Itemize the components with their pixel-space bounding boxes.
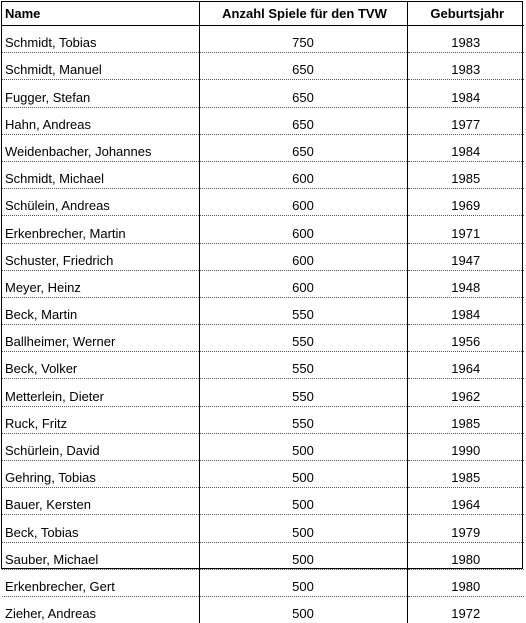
- cell-year: 1984: [407, 134, 524, 161]
- cell-name: Weidenbacher, Johannes: [2, 134, 199, 161]
- cell-games: 550: [199, 325, 407, 352]
- table-row: [2, 297, 524, 324]
- cell-year: 1947: [407, 243, 524, 270]
- cell-name: Schülein, Andreas: [2, 189, 199, 216]
- table-row: [2, 515, 524, 542]
- cell-name: Gehring, Tobias: [2, 461, 199, 488]
- cell-name: Beck, Tobias: [2, 515, 199, 542]
- cell-name: Hahn, Andreas: [2, 107, 199, 134]
- cell-year: 1984: [407, 80, 524, 107]
- cell-year: 1983: [407, 26, 524, 53]
- cell-name: Schmidt, Tobias: [2, 26, 199, 53]
- cell-name: Bauer, Kersten: [2, 488, 199, 515]
- header-name: Name: [2, 2, 199, 26]
- cell-name: Schürlein, David: [2, 433, 199, 460]
- cell-games: 500: [199, 596, 407, 623]
- cell-games: 600: [199, 216, 407, 243]
- cell-year: 1985: [407, 461, 524, 488]
- table-row: [2, 461, 524, 488]
- table-row: [2, 161, 524, 188]
- table-body: [2, 26, 524, 623]
- cell-games: 750: [199, 26, 407, 53]
- cell-name: Schmidt, Manuel: [2, 53, 199, 80]
- cell-games: 550: [199, 379, 407, 406]
- cell-games: 500: [199, 488, 407, 515]
- players-table: [2, 2, 524, 623]
- cell-games: 650: [199, 80, 407, 107]
- cell-games: 600: [199, 243, 407, 270]
- cell-name: Beck, Martin: [2, 297, 199, 324]
- cell-games: 500: [199, 461, 407, 488]
- cell-year: 1980: [407, 542, 524, 569]
- table-row: [2, 80, 524, 107]
- table-row: [2, 189, 524, 216]
- cell-year: 1964: [407, 352, 524, 379]
- table-row: [2, 433, 524, 460]
- cell-games: 550: [199, 297, 407, 324]
- cell-year: 1972: [407, 596, 524, 623]
- table-row: [2, 53, 524, 80]
- cell-games: 500: [199, 515, 407, 542]
- cell-year: 1969: [407, 189, 524, 216]
- table-row: [2, 569, 524, 596]
- cell-name: Zieher, Andreas: [2, 596, 199, 623]
- table-row: [2, 134, 524, 161]
- table-row: [2, 26, 524, 53]
- cell-games: 650: [199, 107, 407, 134]
- table-row: [2, 243, 524, 270]
- cell-games: 500: [199, 433, 407, 460]
- cell-games: 650: [199, 53, 407, 80]
- table-row: [2, 325, 524, 352]
- cell-games: 600: [199, 189, 407, 216]
- cell-name: Metterlein, Dieter: [2, 379, 199, 406]
- table-row: [2, 379, 524, 406]
- cell-year: 1956: [407, 325, 524, 352]
- cell-name: Sauber, Michael: [2, 542, 199, 569]
- cell-year: 1971: [407, 216, 524, 243]
- cell-name: Beck, Volker: [2, 352, 199, 379]
- cell-games: 600: [199, 161, 407, 188]
- header-year: Geburtsjahr: [407, 2, 524, 26]
- cell-year: 1962: [407, 379, 524, 406]
- table-row: [2, 270, 524, 297]
- cell-name: Erkenbrecher, Martin: [2, 216, 199, 243]
- cell-games: 600: [199, 270, 407, 297]
- cell-year: 1980: [407, 569, 524, 596]
- cell-games: 500: [199, 569, 407, 596]
- cell-name: Ballheimer, Werner: [2, 325, 199, 352]
- cell-year: 1984: [407, 297, 524, 324]
- cell-year: 1964: [407, 488, 524, 515]
- cell-year: 1985: [407, 161, 524, 188]
- cell-year: 1977: [407, 107, 524, 134]
- table-row: [2, 406, 524, 433]
- cell-year: 1979: [407, 515, 524, 542]
- cell-year: 1985: [407, 406, 524, 433]
- cell-name: Fugger, Stefan: [2, 80, 199, 107]
- cell-games: 650: [199, 134, 407, 161]
- table-header-row: [2, 2, 524, 26]
- cell-games: 550: [199, 352, 407, 379]
- cell-games: 550: [199, 406, 407, 433]
- cell-year: 1948: [407, 270, 524, 297]
- header-games: Anzahl Spiele für den TVW: [199, 2, 407, 26]
- cell-year: 1990: [407, 433, 524, 460]
- cell-name: Schmidt, Michael: [2, 161, 199, 188]
- table-row: [2, 216, 524, 243]
- table-row: [2, 596, 524, 623]
- table-row: [2, 488, 524, 515]
- cell-games: 500: [199, 542, 407, 569]
- table-row: [2, 352, 524, 379]
- table-row: [2, 542, 524, 569]
- cell-name: Schuster, Friedrich: [2, 243, 199, 270]
- table-row: [2, 107, 524, 134]
- cell-name: Meyer, Heinz: [2, 270, 199, 297]
- cell-year: 1983: [407, 53, 524, 80]
- players-table-container: [1, 1, 523, 569]
- cell-name: Ruck, Fritz: [2, 406, 199, 433]
- cell-name: Erkenbrecher, Gert: [2, 569, 199, 596]
